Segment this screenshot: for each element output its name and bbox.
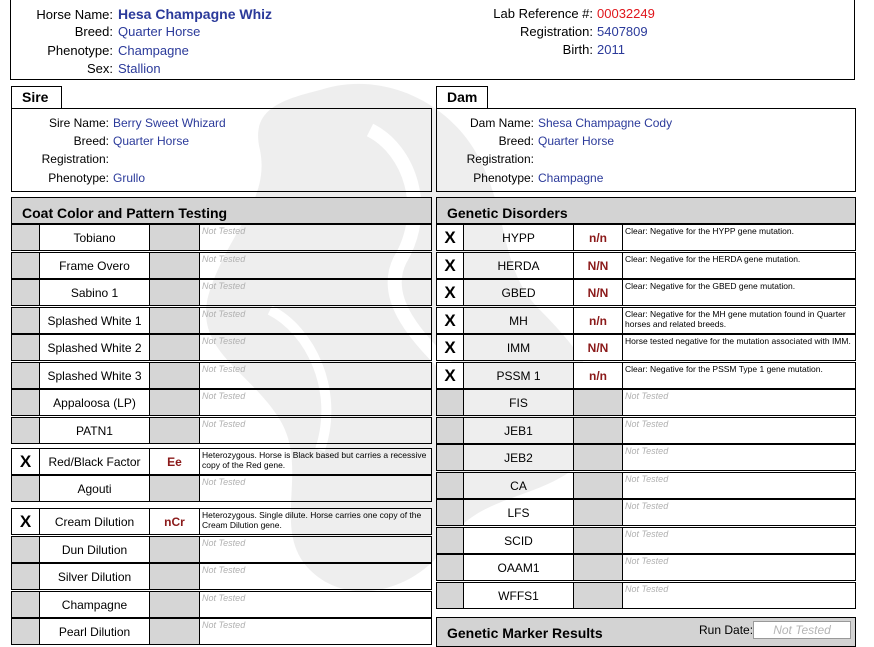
disorder-test-result (574, 390, 623, 415)
run-date-field: Not Tested (753, 621, 851, 639)
tested-mark (12, 363, 40, 388)
dam-name: Shesa Champagne Cody (538, 116, 673, 130)
disorder-row (436, 499, 856, 526)
dam-registration-label: Registration: (466, 152, 534, 166)
disorder-row (436, 417, 856, 444)
horse-registration: 5407809 (597, 24, 648, 39)
coat-test-description: Heterozygous. Horse is Black based but carries a recessive copy of the Red gene. (202, 450, 427, 470)
disorder-test-description: Clear: Negative for the MH gene mutation found in Quarter horses and related breeds. (625, 309, 846, 329)
genetic-marker-title: Genetic Marker Results (447, 625, 603, 641)
tested-mark (12, 280, 40, 305)
horse-phenotype: Champagne (118, 43, 189, 58)
disorder-row (436, 444, 856, 471)
coat-row (11, 224, 432, 251)
disorder-row (436, 389, 856, 416)
coat-test-name: Splashed White 1 (40, 308, 150, 333)
sire-breed-label: Breed: (73, 134, 109, 148)
tested-mark: X (12, 509, 40, 534)
tested-mark: X (437, 363, 464, 388)
coat-row (11, 563, 432, 590)
coat-test-result (150, 225, 200, 250)
disorder-test-result: n/n (574, 308, 623, 333)
coat-test-name: Appaloosa (LP) (40, 390, 150, 415)
coat-row (11, 618, 432, 645)
tested-mark (437, 500, 464, 525)
run-date-label: Run Date: (699, 623, 754, 637)
disorder-test-name: JEB1 (464, 418, 574, 443)
breed-label: Breed: (74, 24, 113, 39)
sex-label: Sex: (86, 61, 113, 76)
coat-test-result (150, 253, 200, 278)
coat-row (11, 417, 432, 444)
tested-mark (437, 390, 464, 415)
disorder-row (436, 554, 856, 581)
tested-mark (12, 335, 40, 360)
registration-label: Registration: (520, 24, 593, 39)
disorder-test-result: n/n (574, 363, 623, 388)
horse-name-label: Horse Name: (36, 7, 113, 22)
disorder-test-description: Not Tested (625, 501, 669, 511)
disorder-row (436, 527, 856, 554)
tested-mark: X (437, 253, 464, 278)
tested-mark: X (437, 225, 464, 250)
coat-test-name: Splashed White 2 (40, 335, 150, 360)
disorder-test-description: Clear: Negative for the GBED gene mutation. (625, 281, 796, 291)
coat-row (11, 475, 432, 502)
disorder-test-result (574, 500, 623, 525)
disorder-test-name: PSSM 1 (464, 363, 574, 388)
phenotype-label: Phenotype: (47, 43, 113, 58)
tested-mark (12, 619, 40, 644)
tested-mark (12, 537, 40, 562)
coat-row (11, 389, 432, 416)
disorder-test-result (574, 418, 623, 443)
sire-registration-label: Registration: (41, 152, 109, 166)
disorder-test-name: OAAM1 (464, 555, 574, 580)
coat-test-name: Agouti (40, 476, 150, 501)
lab-reference-label: Lab Reference #: (493, 6, 593, 21)
tested-mark (12, 390, 40, 415)
sire-breed: Quarter Horse (113, 134, 190, 148)
disorder-row (436, 279, 856, 306)
disorder-test-description: Clear: Negative for the HERDA gene mutation. (625, 254, 801, 264)
coat-row (11, 252, 432, 279)
coat-test-description: Heterozygous. Single dilute. Horse carries one copy of the Cream Dilution gene. (202, 510, 422, 530)
disorder-row (436, 307, 856, 334)
coat-test-name: Silver Dilution (40, 564, 150, 589)
sire-phenotype: Grullo (113, 171, 146, 185)
disorder-test-name: HYPP (464, 225, 574, 250)
horse-name: Hesa Champagne Whiz (118, 6, 273, 22)
coat-test-description: Not Tested (202, 254, 246, 264)
disorder-test-result (574, 555, 623, 580)
horse-sex: Stallion (118, 61, 161, 76)
tested-mark (12, 592, 40, 617)
dam-tab: Dam (436, 86, 488, 108)
coat-test-result (150, 564, 200, 589)
tested-mark: X (437, 335, 464, 360)
coat-test-description: Not Tested (202, 538, 246, 548)
tested-mark (437, 473, 464, 498)
tested-mark: X (437, 280, 464, 305)
disorder-test-result (574, 473, 623, 498)
tested-mark (12, 225, 40, 250)
coat-test-name: Splashed White 3 (40, 363, 150, 388)
coat-test-result (150, 335, 200, 360)
coat-row (11, 279, 432, 306)
dam-breed-label: Breed: (498, 134, 534, 148)
sire-name-label: Sire Name: (48, 116, 109, 130)
disorder-row (436, 334, 856, 361)
coat-row (11, 362, 432, 389)
sire-phenotype-label: Phenotype: (48, 171, 109, 185)
tested-mark (437, 583, 464, 608)
genetic-disorders-section-title: Genetic Disorders (436, 197, 856, 224)
coat-test-name: Pearl Dilution (40, 619, 150, 644)
coat-test-result (150, 537, 200, 562)
tested-mark: X (12, 449, 40, 474)
disorder-row (436, 362, 856, 389)
coat-test-result (150, 619, 200, 644)
coat-test-description: Not Tested (202, 281, 246, 291)
coat-row (11, 508, 432, 535)
disorder-test-description: Clear: Negative for the HYPP gene mutation. (625, 226, 794, 236)
coat-test-description: Not Tested (202, 336, 246, 346)
lab-reference: 00032249 (597, 6, 655, 21)
disorder-row (436, 582, 856, 609)
coat-test-result (150, 308, 200, 333)
coat-row (11, 334, 432, 361)
disorder-test-name: CA (464, 473, 574, 498)
coat-test-result (150, 418, 200, 443)
disorder-test-name: HERDA (464, 253, 574, 278)
coat-test-description: Not Tested (202, 391, 246, 401)
coat-row (11, 536, 432, 563)
coat-test-result (150, 280, 200, 305)
disorder-test-result: N/N (574, 253, 623, 278)
coat-test-result (150, 476, 200, 501)
coat-color-section-title: Coat Color and Pattern Testing (11, 197, 432, 224)
coat-test-description: Not Tested (202, 226, 246, 236)
coat-test-description: Not Tested (202, 309, 246, 319)
tested-mark (437, 418, 464, 443)
coat-test-description: Not Tested (202, 419, 246, 429)
horse-breed: Quarter Horse (118, 24, 201, 39)
disorder-row (436, 224, 856, 251)
coat-row (11, 591, 432, 618)
coat-test-description: Not Tested (202, 620, 246, 630)
coat-test-description: Not Tested (202, 593, 246, 603)
disorder-test-name: GBED (464, 280, 574, 305)
tested-mark (437, 528, 464, 553)
horse-birth: 2011 (597, 42, 625, 57)
disorder-test-result: n/n (574, 225, 623, 250)
coat-test-name: Cream Dilution (40, 509, 150, 534)
coat-test-description: Not Tested (202, 565, 246, 575)
coat-test-result: nCr (150, 509, 200, 534)
disorder-test-result (574, 528, 623, 553)
coat-test-name: Red/Black Factor (40, 449, 150, 474)
disorder-test-description: Not Tested (625, 391, 669, 401)
coat-row (11, 448, 432, 475)
tested-mark (12, 564, 40, 589)
dam-name-label: Dam Name: (469, 116, 534, 130)
coat-test-result (150, 592, 200, 617)
disorder-test-result: N/N (574, 280, 623, 305)
coat-test-name: Tobiano (40, 225, 150, 250)
disorder-test-description: Not Tested (625, 529, 669, 539)
disorder-test-result: N/N (574, 335, 623, 360)
coat-test-description: Not Tested (202, 477, 246, 487)
tested-mark (12, 418, 40, 443)
coat-row (11, 307, 432, 334)
disorder-test-description: Horse tested negative for the mutation associated with IMM. (625, 336, 851, 346)
disorder-test-description: Clear: Negative for the PSSM Type 1 gene mutation. (625, 364, 823, 374)
coat-test-name: Champagne (40, 592, 150, 617)
tested-mark (437, 555, 464, 580)
disorder-test-description: Not Tested (625, 474, 669, 484)
dam-phenotype-label: Phenotype: (473, 171, 534, 185)
disorder-test-name: IMM (464, 335, 574, 360)
coat-test-result (150, 363, 200, 388)
birth-label: Birth: (562, 42, 593, 57)
disorder-test-result (574, 445, 623, 470)
tested-mark (12, 253, 40, 278)
disorder-test-description: Not Tested (625, 446, 669, 456)
disorder-test-name: MH (464, 308, 574, 333)
coat-test-name: Frame Overo (40, 253, 150, 278)
disorder-test-name: LFS (464, 500, 574, 525)
dam-phenotype: Champagne (538, 171, 604, 185)
coat-test-result: Ee (150, 449, 200, 474)
tested-mark: X (437, 308, 464, 333)
sire-name: Berry Sweet Whizard (113, 116, 226, 130)
coat-test-result (150, 390, 200, 415)
coat-test-description: Not Tested (202, 364, 246, 374)
sire-tab: Sire (11, 86, 62, 108)
disorder-test-name: JEB2 (464, 445, 574, 470)
disorder-row (436, 252, 856, 279)
disorder-test-description: Not Tested (625, 556, 669, 566)
coat-test-name: Dun Dilution (40, 537, 150, 562)
disorder-test-name: SCID (464, 528, 574, 553)
tested-mark (12, 476, 40, 501)
coat-test-name: Sabino 1 (40, 280, 150, 305)
tested-mark (12, 308, 40, 333)
disorder-test-name: FIS (464, 390, 574, 415)
dam-breed: Quarter Horse (538, 134, 615, 148)
disorder-row (436, 472, 856, 499)
tested-mark (437, 445, 464, 470)
disorder-test-description: Not Tested (625, 419, 669, 429)
disorder-test-description: Not Tested (625, 584, 669, 594)
disorder-test-result (574, 583, 623, 608)
disorder-test-name: WFFS1 (464, 583, 574, 608)
coat-test-name: PATN1 (40, 418, 150, 443)
